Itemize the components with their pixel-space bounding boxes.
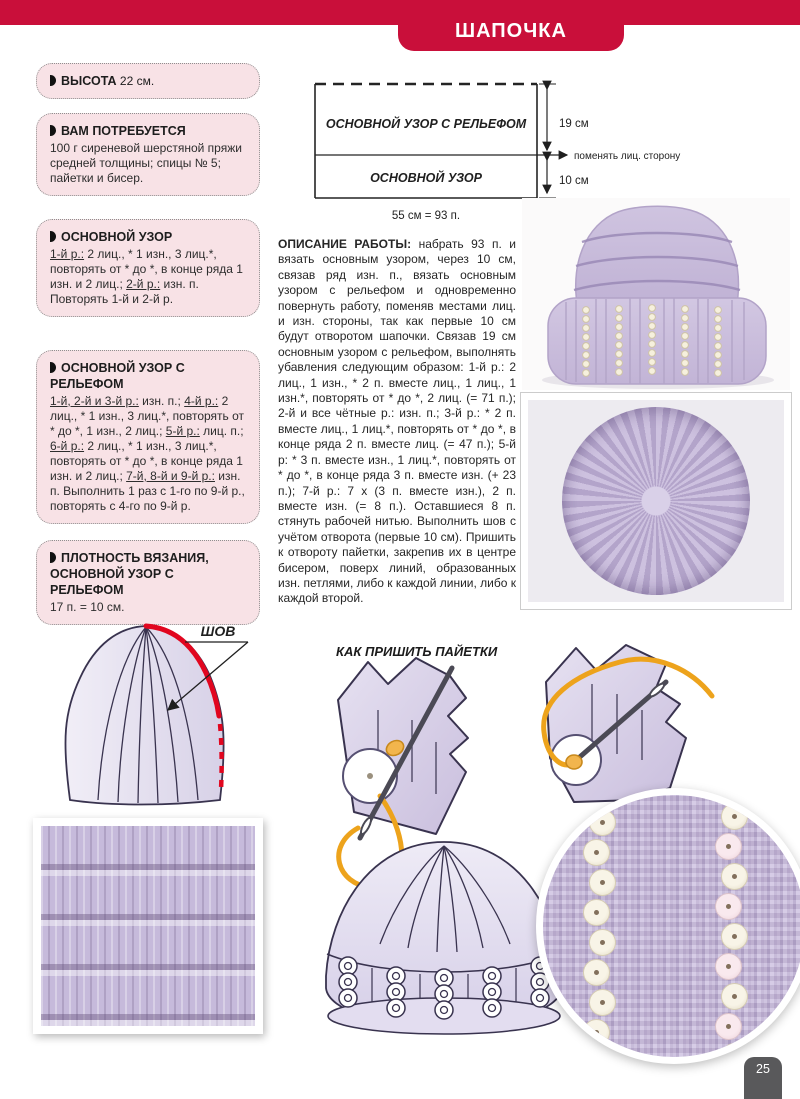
sequins-heading: КАК ПРИШИТЬ ПАЙЕТКИ [336, 644, 498, 659]
main-pattern-text: 1-й р.: 2 лиц., * 1 изн., 3 лиц.*, повторять от * до *, в конце ряда 1 изн. и 2 лиц.; 2-й р.: изн. п. Повторять 1-й и 2-й р. [50, 247, 243, 306]
height-label: ВЫСОТА [61, 74, 117, 88]
dim-10-label: 10 см [559, 175, 589, 187]
turn-side-note: поменять лиц. сторону [574, 151, 681, 162]
hat-brim [548, 298, 766, 384]
main-pattern-title: ОСНОВНОЙ УЗОР [61, 230, 173, 244]
sequin [721, 803, 748, 830]
bullet-icon [50, 552, 56, 563]
width-note: 55 см = 93 п. [391, 210, 461, 222]
work-description [278, 237, 516, 607]
gauge-value: 17 п. = 10 см. [50, 600, 125, 614]
bead [566, 755, 582, 769]
dim-19-label: 19 см [559, 118, 589, 130]
hat-topview-photo [520, 392, 792, 610]
sequin [583, 959, 610, 986]
info-box-main-pattern [36, 219, 260, 317]
description-body: набрать 93 п. и вязать основным узором, через 10 см, связав ряд изн. п., вязать основным узором с рельефом и одновременно повернуть работу, поменяв местами лиц. и изн. стороны, так как первые 10 см будут отворотом шапочки. Связав 19 см основным узором с рельефом, выполнять убавления следующим образом: 1-й р.: 2 лиц., 1 изн., * 2 п. вместе лиц., 1 лиц., 1 изн.*, повторять от * до *, 2 лиц. (= 71 п.); 2-й и все чётные р.: изн. п.; 3-й р.: * 2 п. вместе лиц., 1 лиц.*, повторять от * до *, в конце ряда 2 п. вместе лиц. (= 47 п.); 5-й р: * 3 п. вместе изн., 1 лиц.*, повторять от * до *, в конце ряда 3 п. вместе изн. (+ 23 п.); 7-й р.: 7 x (3 п. вместе изн.), 2 п. вместе изн. (= 8 п.). Оставшиеся 8 п. стянуть рабочей нитью. Выполнить шов с учётом отворота (первые 10 см). Пришить к отвороту пайетки, закрепив их в центре бисером, поверх линий, образованных изн. петлями, либо к каждой линии, либо к каждой второй. [278, 237, 516, 606]
relief-pattern-title: ОСНОВНОЙ УЗОР С РЕЛЬЕФОМ [50, 361, 185, 391]
materials-title-row [50, 123, 246, 139]
height-title-row [50, 73, 246, 89]
header-title-tab [398, 0, 624, 51]
sequin [715, 893, 742, 920]
sequin [721, 1043, 748, 1064]
schematic-top-label: ОСНОВНОЙ УЗОР С РЕЛЬЕФОМ [325, 117, 527, 131]
sequin [715, 833, 742, 860]
seam-label: ШОВ [200, 623, 236, 639]
page-number: 25 [756, 1062, 770, 1076]
info-box-height [36, 63, 260, 99]
page-number-tab [744, 1057, 782, 1099]
bullet-icon [50, 231, 56, 242]
sequin [589, 989, 616, 1016]
height-value: 22 см. [116, 74, 155, 88]
sequin [589, 809, 616, 836]
sequin [589, 929, 616, 956]
materials-title: ВАМ ПОТРЕБУЕТСЯ [61, 124, 186, 138]
gauge-title: ПЛОТНОСТЬ ВЯЗАНИЯ, ОСНОВНОЙ УЗОР С РЕЛЬЕФОМ [50, 551, 209, 597]
sequin-row-left [583, 809, 616, 1064]
gauge-title-row [50, 550, 246, 598]
sequin [715, 953, 742, 980]
sequin [583, 1019, 610, 1046]
sequin [721, 863, 748, 890]
hat-photo-drawing [522, 198, 790, 390]
page-title: ШАПОЧКА [455, 20, 567, 42]
hat-photo [522, 198, 790, 390]
sequin [721, 923, 748, 950]
stitch-texture-photo [33, 818, 263, 1034]
sequin-closeup-photo [536, 788, 800, 1064]
info-box-relief-pattern [36, 350, 260, 524]
schematic-bottom-label: ОСНОВНОЙ УЗОР [370, 171, 482, 185]
hat-topview-swirl [562, 407, 750, 595]
sequin [589, 869, 616, 896]
bullet-icon [50, 75, 56, 86]
sequin [715, 1013, 742, 1040]
bullet-icon [50, 362, 56, 373]
info-box-materials [36, 113, 260, 196]
sequin [583, 839, 610, 866]
hat-outline-diagram [40, 618, 270, 814]
sequin [721, 983, 748, 1010]
relief-pattern-text: 1-й, 2-й и 3-й р.: изн. п.; 4-й р.: 2 лиц., * 1 изн., 3 лиц.*, повторять от * до *, 1 изн., 2 лиц.; 5-й р.: лиц. п.; 6-й р.: 2 лиц., * 1 изн., 3 лиц.*, повторять от * до *, в конце ряда 1 изн. и 2 лиц.; 7-й, 8-й и 9-й р.: изн. п. Выполнить 1 раз с 1-го по 9-й р., повторять с 4-го по 9-й р. [50, 394, 245, 513]
info-box-gauge [36, 540, 260, 625]
sequin-row-right [715, 803, 748, 1064]
sequin [589, 1049, 616, 1064]
description-lead: ОПИСАНИЕ РАБОТЫ: [278, 237, 412, 251]
relief-pattern-title-row [50, 360, 246, 392]
materials-text: 100 г сиреневой шерстяной пряжи средней толщины; спицы № 5; пайетки и бисер. [50, 141, 242, 185]
sequin [583, 899, 610, 926]
main-pattern-title-row [50, 229, 246, 245]
bullet-icon [50, 125, 56, 136]
